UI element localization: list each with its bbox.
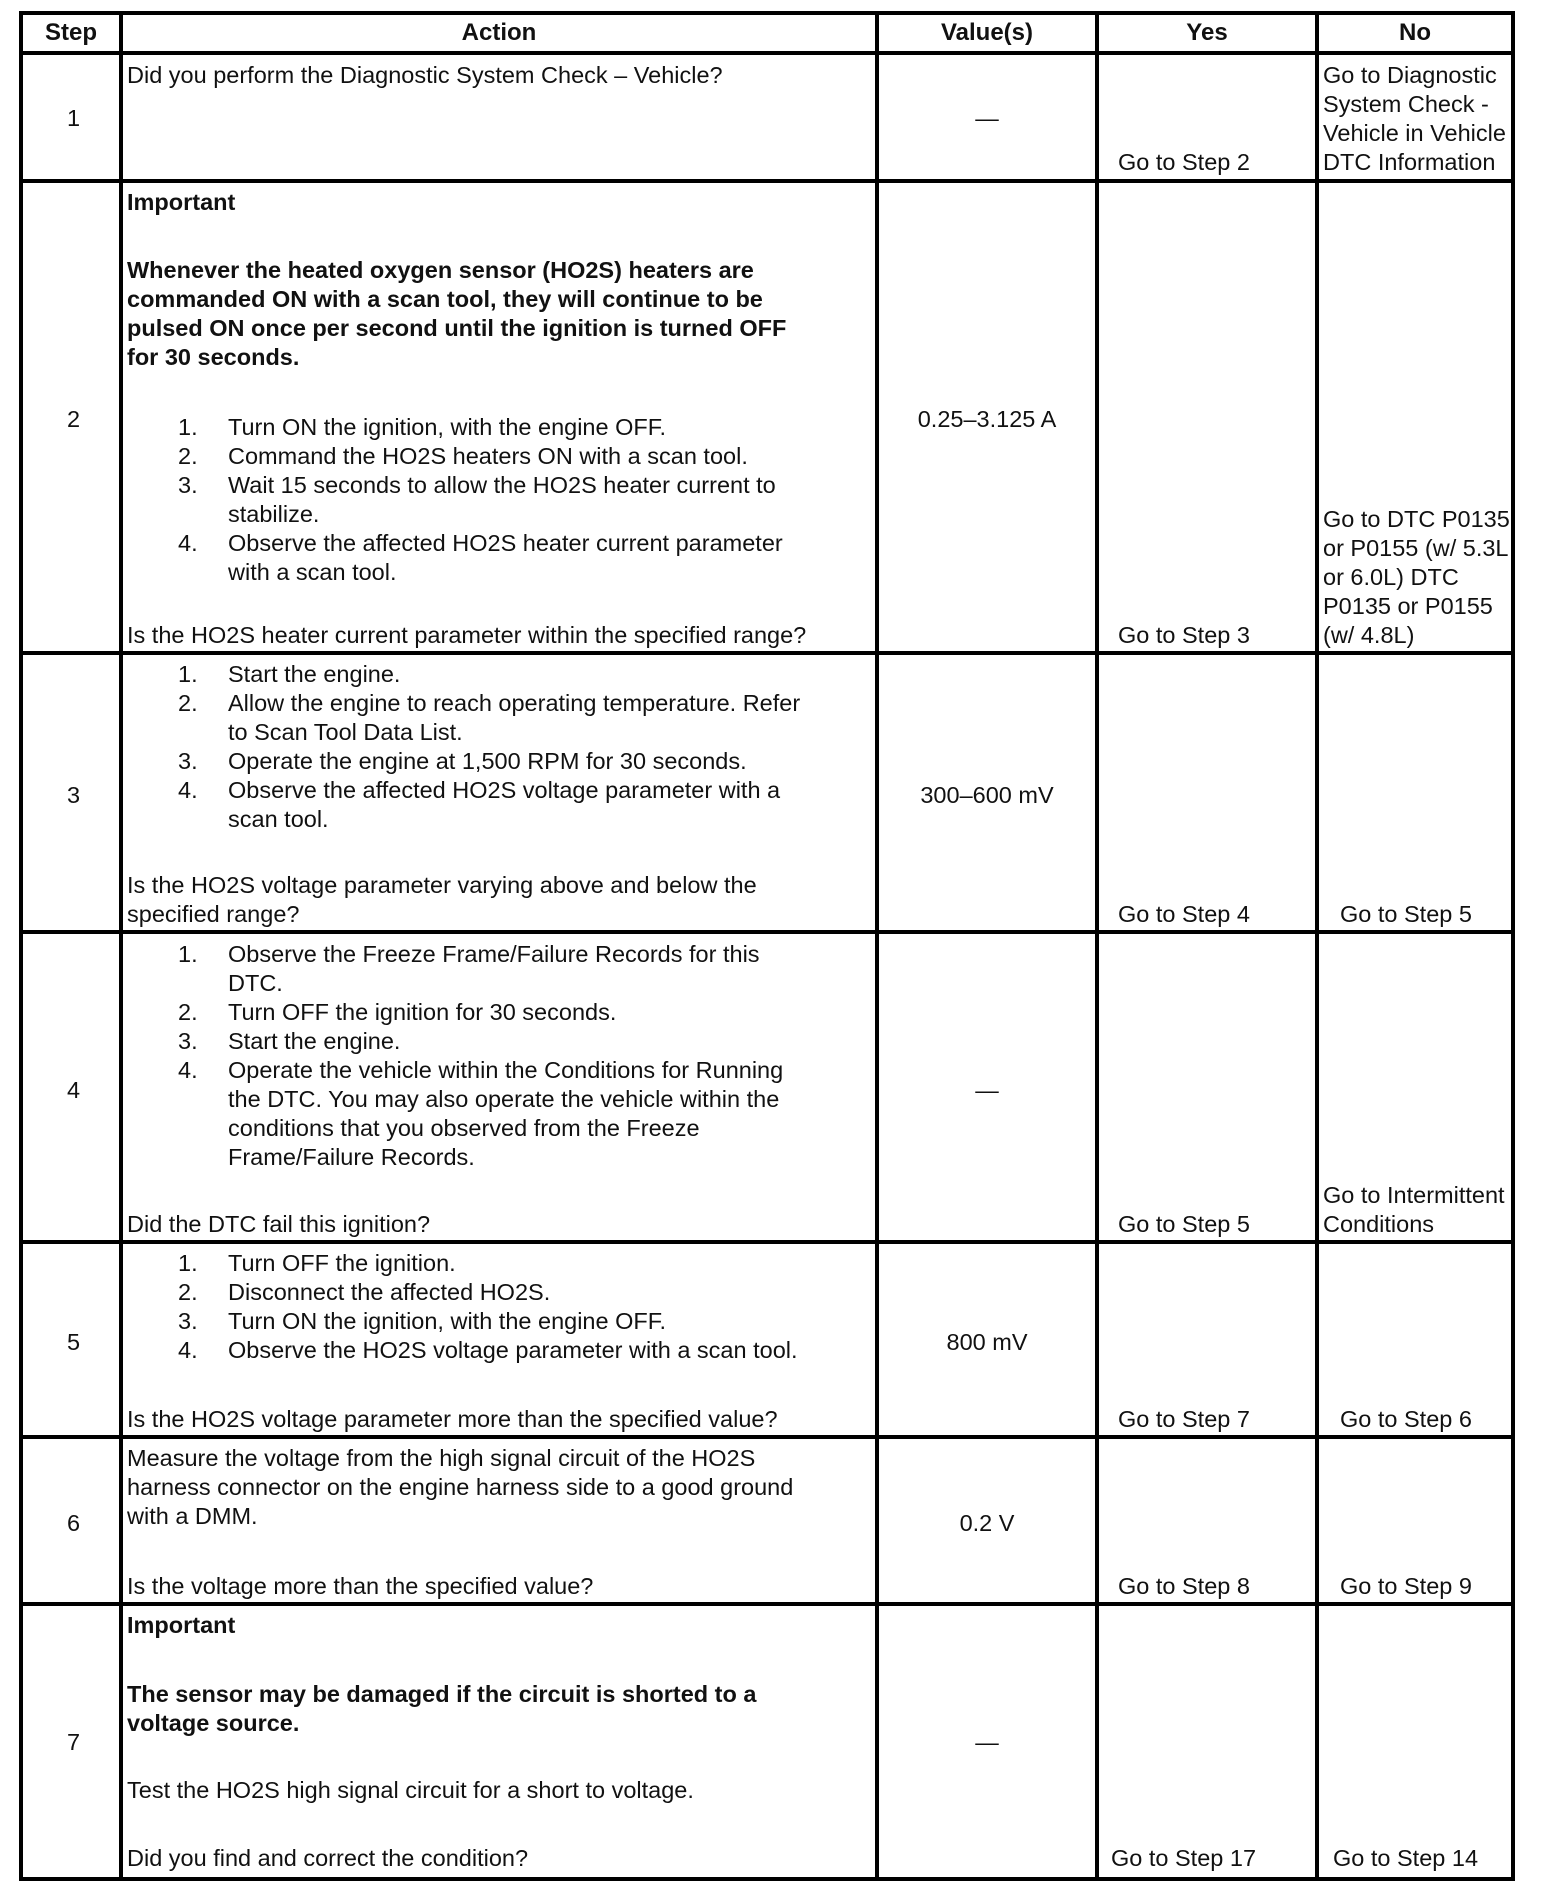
question-text: Is the HO2S voltage parameter varying above and below the	[127, 872, 757, 898]
step-number: 6	[67, 1510, 81, 1536]
list-number: 3.	[178, 1028, 198, 1054]
list-item: Turn ON the ignition, with the engine OFF.	[228, 414, 667, 440]
warning-text: voltage source.	[127, 1710, 300, 1736]
no-link[interactable]: System Check -	[1323, 91, 1489, 117]
header-yes: Yes	[1186, 19, 1228, 46]
value-cell: 800 mV	[946, 1329, 1028, 1355]
no-link[interactable]: Go to Diagnostic	[1323, 62, 1497, 88]
warning-text: pulsed ON once per second until the ignition is turned OFF	[127, 315, 787, 341]
action-text: Did you perform the Diagnostic System Check – Vehicle?	[127, 62, 723, 88]
step-number: 3	[67, 782, 81, 808]
important-label: Important	[127, 189, 236, 215]
important-label: Important	[127, 1612, 236, 1638]
list-item: scan tool.	[228, 806, 329, 832]
list-item: Observe the affected HO2S voltage parameter with a	[228, 777, 781, 803]
question-text: Is the voltage more than the specified value?	[127, 1573, 594, 1599]
row-divider	[23, 930, 1511, 934]
yes-link[interactable]: Go to Step 17	[1111, 1845, 1257, 1871]
list-number: 4.	[178, 1337, 198, 1363]
list-item: Observe the affected HO2S heater current parameter	[228, 530, 783, 556]
header-action: Action	[461, 19, 537, 46]
diagnostic-table	[19, 11, 1515, 1881]
yes-link[interactable]: Go to Step 5	[1118, 1211, 1250, 1237]
step-number: 1	[67, 105, 81, 131]
list-item: Operate the engine at 1,500 RPM for 30 seconds.	[228, 748, 747, 774]
column-divider	[119, 15, 123, 1877]
list-item: DTC.	[228, 970, 283, 996]
warning-text: The sensor may be damaged if the circuit is shorted to a	[127, 1681, 757, 1707]
yes-link[interactable]: Go to Step 7	[1118, 1406, 1250, 1432]
list-item: to Scan Tool Data List.	[228, 719, 463, 745]
warning-text: for 30 seconds.	[127, 344, 300, 370]
row-divider	[23, 179, 1511, 183]
header-no: No	[1399, 19, 1431, 46]
no-link[interactable]: Go to Step 5	[1340, 901, 1472, 927]
list-number: 4.	[178, 1057, 198, 1083]
no-link[interactable]: or 6.0L) DTC	[1323, 564, 1459, 590]
action-text: with a DMM.	[127, 1503, 258, 1529]
header-step: Step	[44, 19, 97, 46]
action-text: Test the HO2S high signal circuit for a short to voltage.	[127, 1777, 694, 1803]
row-divider	[23, 651, 1511, 655]
no-link[interactable]: Go to Step 6	[1340, 1406, 1472, 1432]
no-link[interactable]: DTC Information	[1323, 149, 1496, 175]
action-text: harness connector on the engine harness side to a good ground	[127, 1474, 794, 1500]
yes-link[interactable]: Go to Step 8	[1118, 1573, 1250, 1599]
step-number: 4	[67, 1077, 81, 1103]
step-number: 2	[67, 406, 81, 432]
question-text: Did the DTC fail this ignition?	[127, 1211, 431, 1237]
list-item: Disconnect the affected HO2S.	[228, 1279, 551, 1305]
list-item: Frame/Failure Records.	[228, 1144, 475, 1170]
list-item: conditions that you observed from the Freeze	[228, 1115, 700, 1141]
list-item: Turn OFF the ignition for 30 seconds.	[228, 999, 617, 1025]
header-values: Value(s)	[940, 19, 1034, 46]
action-text: Measure the voltage from the high signal circuit of the HO2S	[127, 1445, 756, 1471]
list-number: 4.	[178, 530, 198, 556]
no-link[interactable]: (w/ 4.8L)	[1323, 622, 1415, 648]
row-divider	[23, 51, 1511, 55]
list-item: Turn ON the ignition, with the engine OFF.	[228, 1308, 667, 1334]
list-item: Allow the engine to reach operating temperature. Refer	[228, 690, 801, 716]
step-number: 7	[67, 1729, 81, 1755]
list-item: Turn OFF the ignition.	[228, 1250, 456, 1276]
warning-text: commanded ON with a scan tool, they will continue to be	[127, 286, 763, 312]
column-divider	[875, 15, 879, 1877]
question-text: Did you find and correct the condition?	[127, 1845, 529, 1871]
value-cell: —	[975, 1077, 999, 1103]
no-link[interactable]: or P0155 (w/ 5.3L	[1323, 535, 1509, 561]
no-link[interactable]: Vehicle in Vehicle	[1323, 120, 1506, 146]
value-cell: 0.25–3.125 A	[917, 406, 1057, 432]
list-number: 1.	[178, 414, 198, 440]
no-link[interactable]: P0135 or P0155	[1323, 593, 1493, 619]
list-item: Observe the HO2S voltage parameter with a scan tool.	[228, 1337, 798, 1363]
step-number: 5	[67, 1329, 81, 1355]
yes-link[interactable]: Go to Step 2	[1118, 149, 1250, 175]
list-item: Start the engine.	[228, 1028, 401, 1054]
column-divider	[1315, 15, 1319, 1877]
list-item: stabilize.	[228, 501, 320, 527]
no-link[interactable]: Go to Step 9	[1340, 1573, 1472, 1599]
question-text: Is the HO2S voltage parameter more than the specified value?	[127, 1406, 778, 1432]
row-divider	[23, 1435, 1511, 1439]
list-item: Operate the vehicle within the Conditions for Running	[228, 1057, 784, 1083]
value-cell: 0.2 V	[959, 1510, 1015, 1536]
list-number: 3.	[178, 1308, 198, 1334]
list-number: 4.	[178, 777, 198, 803]
list-number: 2.	[178, 690, 198, 716]
list-number: 3.	[178, 472, 198, 498]
list-number: 2.	[178, 1279, 198, 1305]
value-cell: 300–600 mV	[920, 782, 1054, 808]
list-number: 3.	[178, 748, 198, 774]
no-link[interactable]: Go to Intermittent	[1323, 1182, 1505, 1208]
row-divider	[23, 1240, 1511, 1244]
warning-text: Whenever the heated oxygen sensor (HO2S) heaters are	[127, 257, 754, 283]
list-item: Observe the Freeze Frame/Failure Records for this	[228, 941, 760, 967]
no-link[interactable]: Go to Step 14	[1333, 1845, 1479, 1871]
value-cell: —	[975, 1729, 999, 1755]
value-cell: —	[975, 105, 999, 131]
list-number: 1.	[178, 661, 198, 687]
list-number: 1.	[178, 941, 198, 967]
list-item: the DTC. You may also operate the vehicle within the	[228, 1086, 780, 1112]
list-number: 2.	[178, 999, 198, 1025]
list-number: 1.	[178, 1250, 198, 1276]
list-item: Wait 15 seconds to allow the HO2S heater current to	[228, 472, 776, 498]
question-text: specified range?	[127, 901, 300, 927]
no-link[interactable]: Conditions	[1323, 1211, 1435, 1237]
row-divider	[23, 1602, 1511, 1606]
list-item: Start the engine.	[228, 661, 401, 687]
no-link[interactable]: Go to DTC P0135	[1323, 506, 1510, 532]
list-item: Command the HO2S heaters ON with a scan tool.	[228, 443, 748, 469]
yes-link[interactable]: Go to Step 3	[1118, 622, 1250, 648]
list-item: with a scan tool.	[228, 559, 397, 585]
column-divider	[1095, 15, 1099, 1877]
yes-link[interactable]: Go to Step 4	[1118, 901, 1250, 927]
question-text: Is the HO2S heater current parameter within the specified range?	[127, 622, 807, 648]
list-number: 2.	[178, 443, 198, 469]
